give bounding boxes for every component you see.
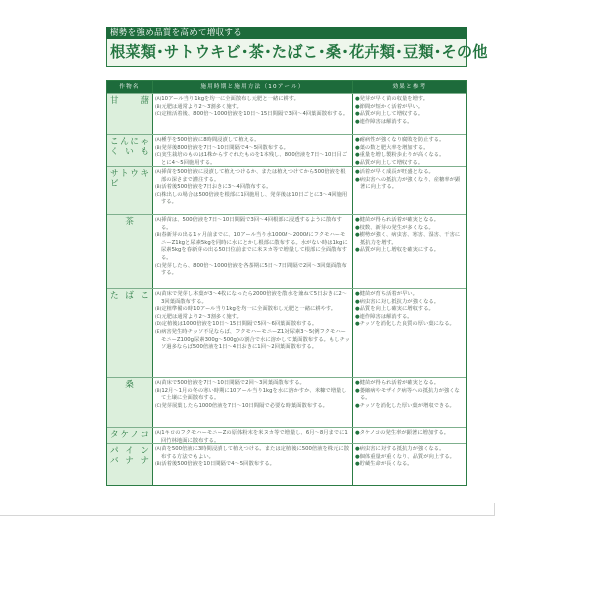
- method-text: 元肥は通常より2〜3割多く施す。: [161, 313, 242, 320]
- column-header-crop: 作物名: [107, 81, 153, 93]
- method-cell: [153, 167, 353, 214]
- effect-item: [355, 96, 464, 104]
- method-label: (A): [155, 292, 162, 297]
- crop-name: 甘 藷: [107, 94, 153, 134]
- table-row: [107, 93, 466, 134]
- effect-item: [355, 152, 464, 160]
- method-label: (A): [155, 138, 162, 143]
- bullet-icon: ●: [355, 111, 360, 118]
- method-cell: [153, 135, 353, 166]
- method-item: [155, 380, 350, 388]
- bullet-icon: ●: [355, 224, 360, 231]
- table-row: [107, 214, 466, 288]
- bullet-icon: ●: [355, 247, 360, 254]
- method-item: [155, 137, 350, 145]
- method-text: 1キロのフクモハーモニーZの原体粉末を米ヌカ等で増量し、6月〜8月までに1回竹林地面に散布する。: [161, 430, 348, 443]
- method-label: (B): [155, 104, 162, 110]
- method-cell: [153, 378, 353, 427]
- effect-text: 枝数、新芽の発生が多くなる。: [359, 224, 434, 231]
- effect-text: チッソを消化した良質の厚い葉になる。: [359, 321, 455, 328]
- method-label: (A): [155, 97, 162, 102]
- table-header: [107, 81, 466, 93]
- method-label: (A): [155, 447, 162, 452]
- column-header-effect: 効果と参考: [392, 84, 427, 90]
- effect-cell: [353, 167, 466, 214]
- crop-name: た ば こ: [107, 289, 153, 377]
- method-label: (C): [155, 192, 162, 198]
- method-item: [155, 263, 350, 278]
- method-item: [155, 461, 350, 469]
- method-cell: [153, 215, 353, 288]
- method-text: 元肥は通常より2〜3割多く施す。: [161, 103, 242, 110]
- crop-name: サトウキビ: [107, 167, 153, 214]
- effect-item: [355, 461, 464, 469]
- effect-cell: [353, 135, 466, 166]
- method-item: [155, 232, 350, 262]
- method-label: (D): [155, 322, 162, 328]
- method-label: (C): [155, 112, 162, 118]
- bullet-icon: ●: [355, 402, 360, 409]
- method-item: [155, 329, 350, 352]
- method-item: [155, 217, 350, 232]
- effect-text: 節間が短かく活着が早い。: [359, 103, 424, 110]
- method-text: 発芽展葉したら1000倍液を7日〜10日間隔で必要な時葉面散布する。: [161, 402, 328, 409]
- method-item: [155, 192, 350, 207]
- method-item: [155, 152, 350, 166]
- bullet-icon: ●: [355, 169, 360, 175]
- effect-text: 重量を増し製粉歩止りが高くなる。: [359, 152, 445, 159]
- method-text: 苗を500倍液に3時間浸漬して植えつける。または定植後に500倍液を株元に散布する方法でもよい。: [161, 446, 349, 460]
- method-item: [155, 111, 350, 119]
- effect-item: [355, 177, 464, 192]
- method-label: (A): [155, 381, 162, 386]
- method-text: 活着後500倍液を7日おきに3〜4回散布する。: [161, 184, 272, 191]
- method-label: (B): [155, 145, 162, 151]
- effect-text: 品質が向上して増収する。: [359, 159, 424, 166]
- subtitle-banner: 樹勢を強め品質を高めて増収する: [106, 27, 467, 39]
- effect-text: 発芽が早く苗の収量を増す。: [359, 96, 429, 102]
- effect-cell: [353, 444, 466, 485]
- method-text: 種芋を500倍液に8時間浸漬して植える。: [161, 137, 260, 143]
- effect-text: 萎縮病やモザイク病等への抵抗力が強くなる。: [359, 387, 460, 402]
- crop-name: 桑: [107, 378, 153, 427]
- effect-item: [355, 321, 464, 329]
- effect-cell: [353, 94, 466, 134]
- table-row: [107, 288, 466, 377]
- method-text: 苗床で発芽し本葉が3〜4枚になったら2000倍液を散水を兼ねて5日おきに2〜3回葉面散布する。: [161, 291, 348, 305]
- method-label: (C): [155, 263, 162, 269]
- bullet-icon: ●: [355, 313, 360, 320]
- method-text: 発芽したら、800倍〜1000倍液を各茶期に5日〜7日間隔で2回〜3回葉面散布する。: [161, 262, 347, 277]
- effect-text: 病虫害への抵抗力が強くなり、産糖率が顕著に向上する。: [359, 176, 461, 191]
- method-item: [155, 430, 350, 443]
- method-text: 株出しの場合は500倍液を根部に1回施用し、発芽後は10日ごとに3〜4回施用する。: [161, 191, 348, 206]
- method-item: [155, 291, 350, 306]
- method-label: (B): [155, 462, 162, 468]
- bullet-icon: ●: [355, 103, 360, 110]
- method-text: 苗床で500倍液を7日〜10日間隔で2回〜3回葉面散布する。: [161, 380, 305, 386]
- bullet-icon: ●: [355, 96, 360, 102]
- method-item: [155, 403, 350, 411]
- method-text: 定植後は1000倍液を10日〜15日間隔で5回〜6回葉面散布する。: [161, 321, 318, 328]
- method-item: [155, 184, 350, 192]
- method-label: (E): [155, 329, 162, 335]
- table-row: [107, 166, 466, 214]
- method-cell: [153, 444, 353, 485]
- effect-text: 連作障害は解消する。: [359, 313, 413, 320]
- usage-table: [106, 80, 467, 486]
- effect-item: [355, 137, 464, 145]
- method-label: (B): [155, 233, 162, 239]
- effect-cell: [353, 215, 466, 288]
- effect-item: [355, 169, 464, 177]
- bullet-icon: ●: [355, 306, 360, 313]
- method-label: (A): [155, 431, 162, 436]
- method-item: [155, 446, 350, 461]
- bullet-icon: ●: [355, 430, 360, 436]
- method-item: [155, 169, 350, 184]
- bullet-icon: ●: [355, 159, 360, 166]
- effect-item: [355, 403, 464, 411]
- bullet-icon: ●: [355, 461, 360, 468]
- bullet-icon: ●: [355, 217, 360, 223]
- bullet-icon: ●: [355, 232, 360, 239]
- crop-name: 茶: [107, 215, 153, 288]
- method-text: 定植活着後、800倍〜1000倍液を10日〜15日間隔で3回〜4回葉面散布する。: [161, 111, 349, 118]
- effect-item: [355, 380, 464, 388]
- page-title: 根菜類･サトウキビ･茶･たばこ･桑･花卉類･豆類･その他: [106, 39, 467, 67]
- method-text: 病害発生時チッソ不足ならば、フクモハーモニーZ1対尿素3〜5(例フクモハーモニーZ100g尿素300g〜500g)の割合で水に溶かして葉面散布する。もしチッソ過多ならば500倍液を1日〜4日おきに1回〜2回葉面散布する。: [161, 328, 350, 351]
- method-item: [155, 321, 350, 329]
- bullet-icon: ●: [355, 144, 360, 151]
- effect-text: 連作障害は解消する。: [359, 118, 413, 125]
- effect-cell: [353, 378, 466, 427]
- effect-item: [355, 306, 464, 314]
- method-label: (C): [155, 153, 162, 159]
- method-label: (B): [155, 185, 162, 191]
- method-cell: [153, 94, 353, 134]
- method-text: 12月〜1月の冬の寒い時期に10アール当り1kgを水に溶かすか、米糠で増量して土壌に全面散布する。: [161, 387, 347, 402]
- table-row: [107, 427, 466, 443]
- bullet-icon: ●: [355, 176, 360, 183]
- effect-item: [355, 247, 464, 255]
- bullet-icon: ●: [355, 387, 360, 394]
- method-item: [155, 388, 350, 403]
- effect-cell: [353, 289, 466, 377]
- method-item: [155, 96, 350, 104]
- effect-text: 病虫害に対し抵抗力が強くなる。: [359, 298, 440, 305]
- effect-item: [355, 111, 464, 119]
- effect-text: タケノコの発生率が顕著に増加する。: [359, 430, 450, 436]
- bullet-icon: ●: [355, 291, 360, 297]
- effect-cell: [353, 428, 466, 443]
- method-text: 定植準備の時10アール当り1kgを均一に全面散布し元肥と一緒に耕やす。: [161, 306, 337, 313]
- table-row: [107, 443, 466, 485]
- bullet-icon: ●: [355, 137, 360, 143]
- bullet-icon: ●: [355, 321, 360, 328]
- effect-item: [355, 160, 464, 166]
- crop-name: パ イ ン バ ナ ナ: [107, 444, 153, 485]
- effect-text: 健苗が育ち活着が早い。: [359, 291, 418, 297]
- method-label: (B): [155, 307, 162, 313]
- method-text: 挿苗は、500倍液を7日〜10日間隔で3回〜4回根部に浸透するように散布する。: [161, 217, 342, 231]
- bullet-icon: ●: [355, 298, 360, 305]
- method-cell: [153, 289, 353, 377]
- bullet-icon: ●: [355, 152, 360, 159]
- effect-text: 健苗が得られ活着が確実となる。: [359, 380, 440, 386]
- effect-text: 病虫害に対する抵抗力が強くなる。: [359, 446, 445, 452]
- page-edge-line: [0, 515, 494, 516]
- crop-name: こんにゃくいも: [107, 135, 153, 166]
- effect-text: 個体重量が重くなり、品質が向上する。: [359, 453, 455, 460]
- effect-text: 樹勢が強く、病虫害、寒害、湿害、干害に抵抗力を増す。: [359, 232, 461, 246]
- effect-item: [355, 119, 464, 127]
- method-label: (C): [155, 314, 162, 320]
- effect-text: チッソを消化した厚い葉が増収できる。: [359, 402, 455, 409]
- effect-text: 耐病性が強くなり腐敗を防止する。: [359, 137, 445, 143]
- method-text: 活着後500倍液を10日間隔で4〜5回散布する。: [161, 461, 275, 468]
- method-text: 10アール当り1kgを均一に全面散布し元肥と一緒に耕す。: [161, 96, 299, 102]
- effect-text: 貯蔵生命が長くなる。: [359, 461, 413, 468]
- method-text: 実生栽培のものは1株からすぐれたものを1本残し、800倍液を7日〜10日目ごとに4〜5回施用する。: [161, 152, 348, 166]
- method-text: 挿苗を500倍液に浸漬して植えつけるか、または植えつけてから500倍液を根部の深さまで灌注する。: [161, 169, 346, 183]
- effect-item: [355, 217, 464, 225]
- effect-text: 健苗が得られ活着が確実となる。: [359, 217, 440, 223]
- bullet-icon: ●: [355, 380, 360, 386]
- effect-item: [355, 446, 464, 454]
- method-cell: [153, 428, 353, 443]
- effect-item: [355, 430, 464, 438]
- method-label: (A): [155, 170, 162, 175]
- method-text: 発芽後800倍液を7日〜10日間隔で4〜5回散布する。: [161, 144, 289, 151]
- bullet-icon: ●: [355, 446, 360, 452]
- page-edge-corner: [494, 503, 495, 516]
- effect-item: [355, 291, 464, 299]
- effect-text: 品質が向上して増収する。: [359, 111, 424, 118]
- method-label: (C): [155, 403, 162, 409]
- effect-text: 品質が向上し増収を確実にする。: [359, 247, 440, 254]
- effect-text: 葉の数と肥大率を増加する。: [359, 144, 429, 151]
- method-label: (A): [155, 218, 162, 223]
- effect-item: [355, 232, 464, 247]
- table-row: [107, 134, 466, 166]
- bullet-icon: ●: [355, 453, 360, 460]
- column-header-method: 施用時期と施用方法（10アール）: [153, 81, 353, 93]
- effect-text: 活着が早く成長が旺盛となる。: [359, 169, 434, 175]
- crop-name: タケノコ: [107, 428, 153, 443]
- bullet-icon: ●: [355, 118, 360, 125]
- method-item: [155, 306, 350, 314]
- method-text: 春新芽の出る1ヶ月前までに、10アール当り水1000ℓ〜2000ℓにフクモハーモニーZ1kgと尿素5kgを同時に水にとかし根部に散布する。水がない時は1kgに尿素5kgを春新芽の出る50日位前までに米ヌカ等で増量して根部に全面散布する。: [161, 232, 348, 261]
- method-label: (B): [155, 388, 162, 394]
- table-row: [107, 377, 466, 427]
- effect-text: 品質を向上し確実に増収する。: [359, 306, 434, 313]
- effect-item: [355, 388, 464, 403]
